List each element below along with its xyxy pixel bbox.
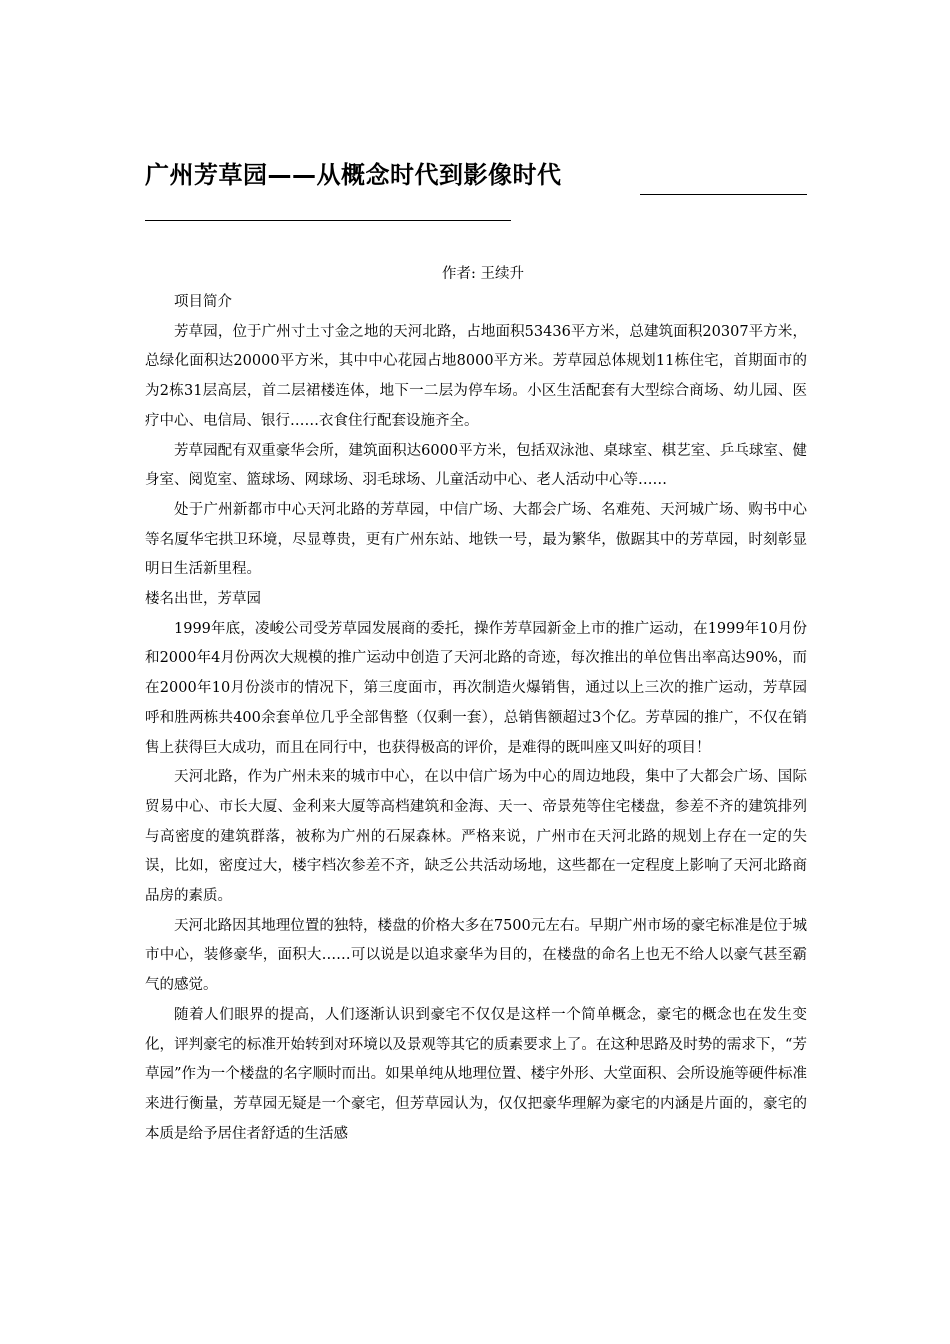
paragraph: 天河北路，作为广州未来的城市中心，在以中信广场为中心的周边地段，集中了大都会广场、国际贸易中心、市长大厦、金利来大厦等高档建筑和金海、天一、帝景苑等住宅楼盘，参差不齐的建筑排列与高密度的建筑群落，被称为广州的石屎森林。严格来说，广州市在天河北路的规划上存在一定的失误，比如，密度过大，楼宇档次参差不齐，缺乏公共活动场地，这些都在一定程度上影响了天河北路商品房的素质。 [145, 769, 807, 905]
section-heading: 项目简介 [174, 294, 232, 310]
title-underline-continued [145, 220, 511, 221]
section-heading: 楼名出世，芳草园 [145, 591, 261, 608]
paragraph: 芳草园，位于广州寸土寸金之地的天河北路，占地面积53436平方米，总建筑面积20307平方米，总绿化面积达20000平方米，其中中心花园占地8000平方米。芳草园总体规划11栋住宅，首期面市的为2栋31层高层，首二层裙楼连体，地下一二层为停车场。小区生活配套有大型综合商场、幼儿园、医疗中心、电信局、银行……衣食住行配套设施齐全。 [145, 323, 807, 429]
document-body [145, 288, 807, 1149]
paragraph: 芳草园配有双重豪华会所，建筑面积达6000平方米，包括双泳池、桌球室、棋艺室、乒乓球室、健身室、阅览室、篮球场、网球场、羽毛球场、儿童活动中心、老人活动中心等…… [145, 442, 807, 489]
paragraph: 天河北路因其地理位置的独特，楼盘的价格大多在7500元左右。早期广州市场的豪宅标准是位于城市中心，装修豪华，面积大……可以说是以追求豪华为目的，在楼盘的命名上也无不给人以豪气甚至霸气的感觉。 [145, 917, 807, 994]
document-page [145, 158, 807, 1149]
author-line: 作者: 王续升 [442, 266, 524, 282]
title-underline [640, 194, 807, 195]
paragraph: 处于广州新都市中心天河北路的芳草园，中信广场、大都会广场、名难苑、天河城广场、购书中心等名厦华宅拱卫环境，尽显尊贵，更有广州东站、地铁一号，最为繁华，傲踞其中的芳草园，时刻彰显明日生活新里程。 [145, 501, 807, 578]
title-text: 广州芳草园——从概念时代到影像时代 [145, 161, 562, 189]
paragraph: 1999年底，凌峻公司受芳草园发展商的委托，操作芳草园新金上市的推广运动，在1999年10月份和2000年4月份两次大规模的推广运动中创造了天河北路的奇迹，每次推出的单位售出率高达90%，而在2000年10月份淡市的情况下，第三度面市，再次制造火爆销售，通过以上三次的推广运动，芳草园呼和胜两栋共400余套单位几乎全部售整（仅剩一套），总销售额超过3个亿。芳草园的推广，不仅在销售上获得巨大成功，而且在同行中，也获得极高的评价，是难得的既叫座又叫好的项目！ [145, 620, 807, 756]
document-title [145, 158, 807, 196]
paragraph: 随着人们眼界的提高，人们逐渐认识到豪宅不仅仅是这样一个简单概念，豪宅的概念也在发生变化，评判豪宅的标准开始转到对环境以及景观等其它的质素要求上了。在这种思路及时势的需求下，“芳草园”作为一个楼盘的名字顺时而出。如果单纯从地理位置、楼宇外形、大堂面积、会所设施等硬件标准来进行衡量，芳草园无疑是一个豪宅，但芳草园认为，仅仅把豪华理解为豪宅的内涵是片面的，豪宅的本质是给予居住者舒适的生活感 [145, 1006, 807, 1142]
